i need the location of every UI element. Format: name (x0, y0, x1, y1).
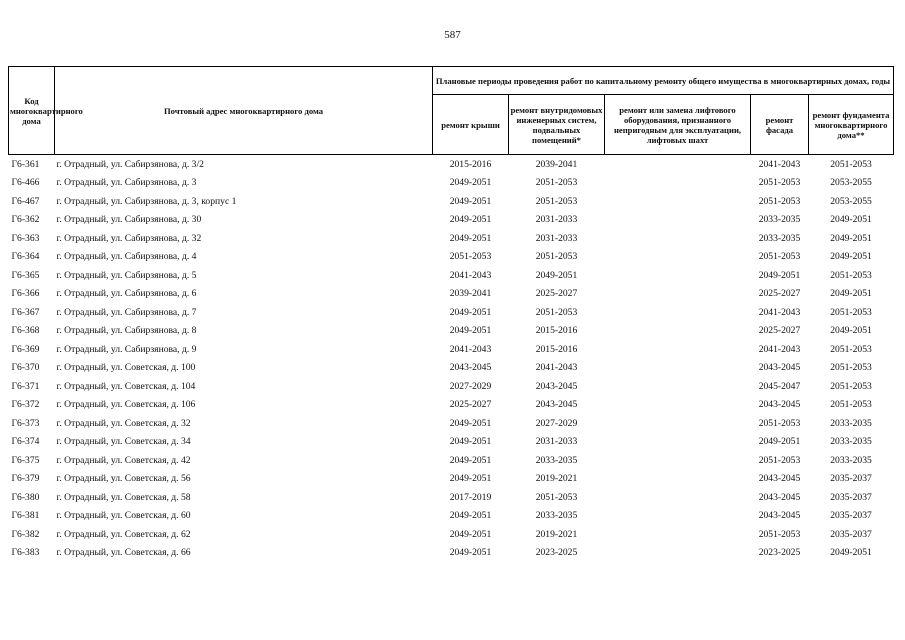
table-row (9, 396, 894, 415)
engineering-period-cell: 2033-2035 (535, 510, 578, 522)
elevator-period-cell (605, 211, 751, 230)
address-cell: г. Отрадный, ул. Сабирзянова, д. 3 (56, 177, 197, 189)
repair-schedule-table (8, 66, 894, 562)
roof-period-cell: 2015-2016 (433, 155, 509, 174)
address-cell: г. Отрадный, ул. Советская, д. 62 (56, 528, 191, 540)
roof-period-cell: 2041-2043 (449, 343, 492, 355)
roof-period-cell: 2049-2051 (449, 473, 492, 485)
table-row (9, 507, 894, 526)
table-row (9, 303, 894, 322)
foundation-period-cell: 2051-2053 (830, 269, 872, 281)
elevator-period-cell (605, 155, 751, 174)
foundation-period-cell: 2035-2037 (830, 491, 872, 503)
elevator-period-cell (605, 525, 751, 544)
elevator-period-cell (605, 229, 751, 248)
engineering-period-cell: 2019-2021 (535, 473, 578, 485)
table-row (9, 285, 894, 304)
table-row (9, 248, 894, 267)
code-cell: Г6-362 (11, 214, 40, 226)
roof-period-cell: 2049-2051 (449, 510, 492, 522)
elevator-period-cell (605, 488, 751, 507)
header-roof: ремонт крыши (433, 95, 509, 155)
facade-period-cell: 2051-2053 (758, 177, 801, 189)
elevator-period-cell (605, 174, 751, 193)
table-row (9, 414, 894, 433)
facade-period-cell: 2051-2053 (758, 417, 801, 429)
code-cell: Г6-381 (11, 510, 40, 522)
roof-period-cell: 2049-2051 (449, 214, 492, 226)
roof-period-cell: 2049-2051 (449, 547, 492, 559)
code-cell: Г6-383 (11, 547, 40, 559)
foundation-period-cell: 2035-2037 (830, 528, 872, 540)
header-foundation: ремонт фундамента многоквартирного дома** (809, 95, 894, 155)
facade-period-cell: 2041-2043 (751, 155, 809, 174)
facade-period-cell: 2051-2053 (758, 528, 801, 540)
address-cell: г. Отрадный, ул. Советская, д. 104 (56, 380, 196, 392)
code-cell: Г6-379 (11, 473, 40, 485)
roof-period-cell: 2049-2051 (449, 325, 492, 337)
code-cell: Г6-364 (11, 251, 40, 263)
roof-period-cell: 2041-2043 (449, 269, 492, 281)
elevator-period-cell (605, 451, 751, 470)
elevator-period-cell (605, 303, 751, 322)
facade-period-cell: 2041-2043 (758, 343, 801, 355)
code-cell: Г6-375 (11, 454, 40, 466)
code-cell: Г6-373 (11, 417, 40, 429)
foundation-period-cell: 2033-2035 (830, 436, 872, 448)
roof-period-cell: 2049-2051 (449, 454, 492, 466)
engineering-period-cell: 2051-2053 (535, 195, 578, 207)
engineering-period-cell: 2043-2045 (535, 380, 578, 392)
facade-period-cell: 2033-2035 (758, 232, 801, 244)
table-row (9, 488, 894, 507)
table-row (9, 433, 894, 452)
code-cell: Г6-363 (11, 232, 40, 244)
table-row (9, 192, 894, 211)
foundation-period-cell: 2049-2051 (830, 214, 872, 226)
code-cell: Г6-365 (11, 269, 40, 281)
code-cell: Г6-367 (11, 306, 40, 318)
facade-period-cell: 2025-2027 (758, 288, 801, 300)
header-engineering: ремонт внутридомовых инженерных систем, подвальных помещений* (509, 95, 605, 155)
foundation-period-cell: 2049-2051 (830, 288, 872, 300)
engineering-period-cell: 2015-2016 (535, 343, 578, 355)
roof-period-cell: 2049-2051 (449, 417, 492, 429)
table-body (9, 155, 894, 563)
elevator-period-cell (605, 433, 751, 452)
engineering-period-cell: 2039-2041 (509, 155, 605, 174)
table-row (9, 470, 894, 489)
foundation-period-cell: 2051-2053 (830, 380, 872, 392)
elevator-period-cell (605, 507, 751, 526)
address-cell: г. Отрадный, ул. Сабирзянова, д. 8 (56, 325, 197, 337)
roof-period-cell: 2017-2019 (449, 491, 492, 503)
table-row (9, 451, 894, 470)
header-address: Почтовый адрес многоквартирного дома (55, 67, 433, 155)
address-cell: г. Отрадный, ул. Сабирзянова, д. 3/2 (55, 155, 433, 174)
code-cell: Г6-368 (11, 325, 40, 337)
foundation-period-cell: 2049-2051 (830, 251, 872, 263)
facade-period-cell: 2033-2035 (758, 214, 801, 226)
elevator-period-cell (605, 544, 751, 563)
elevator-period-cell (605, 470, 751, 489)
code-cell: Г6-380 (11, 491, 40, 503)
facade-period-cell: 2043-2045 (758, 362, 801, 374)
code-cell: Г6-369 (11, 343, 40, 355)
code-cell: Г6-382 (11, 528, 40, 540)
foundation-period-cell: 2033-2035 (830, 417, 872, 429)
foundation-period-cell: 2051-2053 (809, 155, 894, 174)
engineering-period-cell: 2023-2025 (535, 547, 578, 559)
foundation-period-cell: 2049-2051 (830, 547, 872, 559)
code-cell: Г6-370 (11, 362, 40, 374)
foundation-period-cell: 2053-2055 (830, 177, 872, 189)
address-cell: г. Отрадный, ул. Советская, д. 32 (56, 417, 191, 429)
elevator-period-cell (605, 285, 751, 304)
address-cell: г. Отрадный, ул. Сабирзянова, д. 6 (56, 288, 197, 300)
code-cell: Г6-372 (11, 399, 40, 411)
address-cell: г. Отрадный, ул. Советская, д. 42 (56, 454, 191, 466)
foundation-period-cell: 2051-2053 (830, 399, 872, 411)
elevator-period-cell (605, 396, 751, 415)
facade-period-cell: 2025-2027 (758, 325, 801, 337)
table-row (9, 340, 894, 359)
address-cell: г. Отрадный, ул. Сабирзянова, д. 30 (56, 214, 202, 226)
facade-period-cell: 2049-2051 (758, 269, 801, 281)
foundation-period-cell: 2051-2053 (830, 306, 872, 318)
engineering-period-cell: 2031-2033 (535, 214, 578, 226)
elevator-period-cell (605, 377, 751, 396)
engineering-period-cell: 2051-2053 (535, 491, 578, 503)
foundation-period-cell: 2049-2051 (830, 325, 872, 337)
facade-period-cell: 2051-2053 (758, 251, 801, 263)
engineering-period-cell: 2031-2033 (535, 436, 578, 448)
table-row (9, 525, 894, 544)
roof-period-cell: 2051-2053 (449, 251, 492, 263)
elevator-period-cell (605, 359, 751, 378)
address-cell: г. Отрадный, ул. Советская, д. 100 (56, 362, 196, 374)
foundation-period-cell: 2051-2053 (830, 343, 872, 355)
table-row (9, 174, 894, 193)
elevator-period-cell (605, 414, 751, 433)
header-periods-group: Плановые периоды проведения работ по капитальному ремонту общего имущества в многоквартирных домах, годы (433, 67, 894, 95)
engineering-period-cell: 2031-2033 (535, 232, 578, 244)
foundation-period-cell: 2035-2037 (830, 510, 872, 522)
roof-period-cell: 2039-2041 (449, 288, 492, 300)
table-row (9, 544, 894, 563)
address-cell: г. Отрадный, ул. Советская, д. 56 (56, 473, 191, 485)
header-code: Код многоквартирного дома (9, 67, 55, 155)
facade-period-cell: 2049-2051 (758, 436, 801, 448)
facade-period-cell: 2045-2047 (758, 380, 801, 392)
elevator-period-cell (605, 266, 751, 285)
address-cell: г. Отрадный, ул. Советская, д. 58 (56, 491, 191, 503)
foundation-period-cell: 2033-2035 (830, 454, 872, 466)
elevator-period-cell (605, 322, 751, 341)
engineering-period-cell: 2041-2043 (535, 362, 578, 374)
header-elevator: ремонт или замена лифтового оборудования, признанного непригодным для эксплуатации, лифтовых шахт (605, 95, 751, 155)
code-cell: Г6-361 (9, 155, 55, 174)
roof-period-cell: 2049-2051 (449, 528, 492, 540)
address-cell: г. Отрадный, ул. Сабирзянова, д. 4 (56, 251, 197, 263)
elevator-period-cell (605, 192, 751, 211)
foundation-period-cell: 2035-2037 (830, 473, 872, 485)
page-number: 587 (444, 29, 461, 41)
engineering-period-cell: 2019-2021 (535, 528, 578, 540)
code-cell: Г6-467 (11, 195, 40, 207)
engineering-period-cell: 2025-2027 (535, 288, 578, 300)
address-cell: г. Отрадный, ул. Сабирзянова, д. 3, корпус 1 (56, 195, 237, 207)
code-cell: Г6-466 (11, 177, 40, 189)
address-cell: г. Отрадный, ул. Советская, д. 66 (56, 547, 191, 559)
foundation-period-cell: 2051-2053 (830, 362, 872, 374)
address-cell: г. Отрадный, ул. Сабирзянова, д. 7 (56, 306, 197, 318)
code-cell: Г6-366 (11, 288, 40, 300)
address-cell: г. Отрадный, ул. Советская, д. 106 (56, 399, 196, 411)
engineering-period-cell: 2015-2016 (535, 325, 578, 337)
foundation-period-cell: 2053-2055 (830, 195, 872, 207)
address-cell: г. Отрадный, ул. Советская, д. 34 (56, 436, 191, 448)
address-cell: г. Отрадный, ул. Сабирзянова, д. 9 (56, 343, 197, 355)
facade-period-cell: 2051-2053 (758, 195, 801, 207)
table-row (9, 359, 894, 378)
roof-period-cell: 2049-2051 (449, 177, 492, 189)
facade-period-cell: 2043-2045 (758, 491, 801, 503)
roof-period-cell: 2043-2045 (449, 362, 492, 374)
code-cell: Г6-371 (11, 380, 40, 392)
roof-period-cell: 2049-2051 (449, 195, 492, 207)
roof-period-cell: 2049-2051 (449, 436, 492, 448)
elevator-period-cell (605, 340, 751, 359)
foundation-period-cell: 2049-2051 (830, 232, 872, 244)
facade-period-cell: 2051-2053 (758, 454, 801, 466)
roof-period-cell: 2025-2027 (449, 399, 492, 411)
roof-period-cell: 2049-2051 (449, 306, 492, 318)
facade-period-cell: 2043-2045 (758, 473, 801, 485)
table-row (9, 377, 894, 396)
address-cell: г. Отрадный, ул. Сабирзянова, д. 32 (56, 232, 202, 244)
engineering-period-cell: 2043-2045 (535, 399, 578, 411)
table-row (9, 155, 894, 174)
table-row (9, 211, 894, 230)
address-cell: г. Отрадный, ул. Советская, д. 60 (56, 510, 191, 522)
facade-period-cell: 2023-2025 (758, 547, 801, 559)
roof-period-cell: 2027-2029 (449, 380, 492, 392)
table-row (9, 322, 894, 341)
engineering-period-cell: 2051-2053 (535, 177, 578, 189)
facade-period-cell: 2043-2045 (758, 399, 801, 411)
code-cell: Г6-374 (11, 436, 40, 448)
table-row (9, 266, 894, 285)
roof-period-cell: 2049-2051 (449, 232, 492, 244)
address-cell: г. Отрадный, ул. Сабирзянова, д. 5 (56, 269, 197, 281)
elevator-period-cell (605, 248, 751, 267)
engineering-period-cell: 2049-2051 (535, 269, 578, 281)
engineering-period-cell: 2051-2053 (535, 251, 578, 263)
facade-period-cell: 2043-2045 (758, 510, 801, 522)
engineering-period-cell: 2033-2035 (535, 454, 578, 466)
header-facade: ремонт фасада (751, 95, 809, 155)
engineering-period-cell: 2027-2029 (535, 417, 578, 429)
facade-period-cell: 2041-2043 (758, 306, 801, 318)
table-row (9, 229, 894, 248)
engineering-period-cell: 2051-2053 (535, 306, 578, 318)
